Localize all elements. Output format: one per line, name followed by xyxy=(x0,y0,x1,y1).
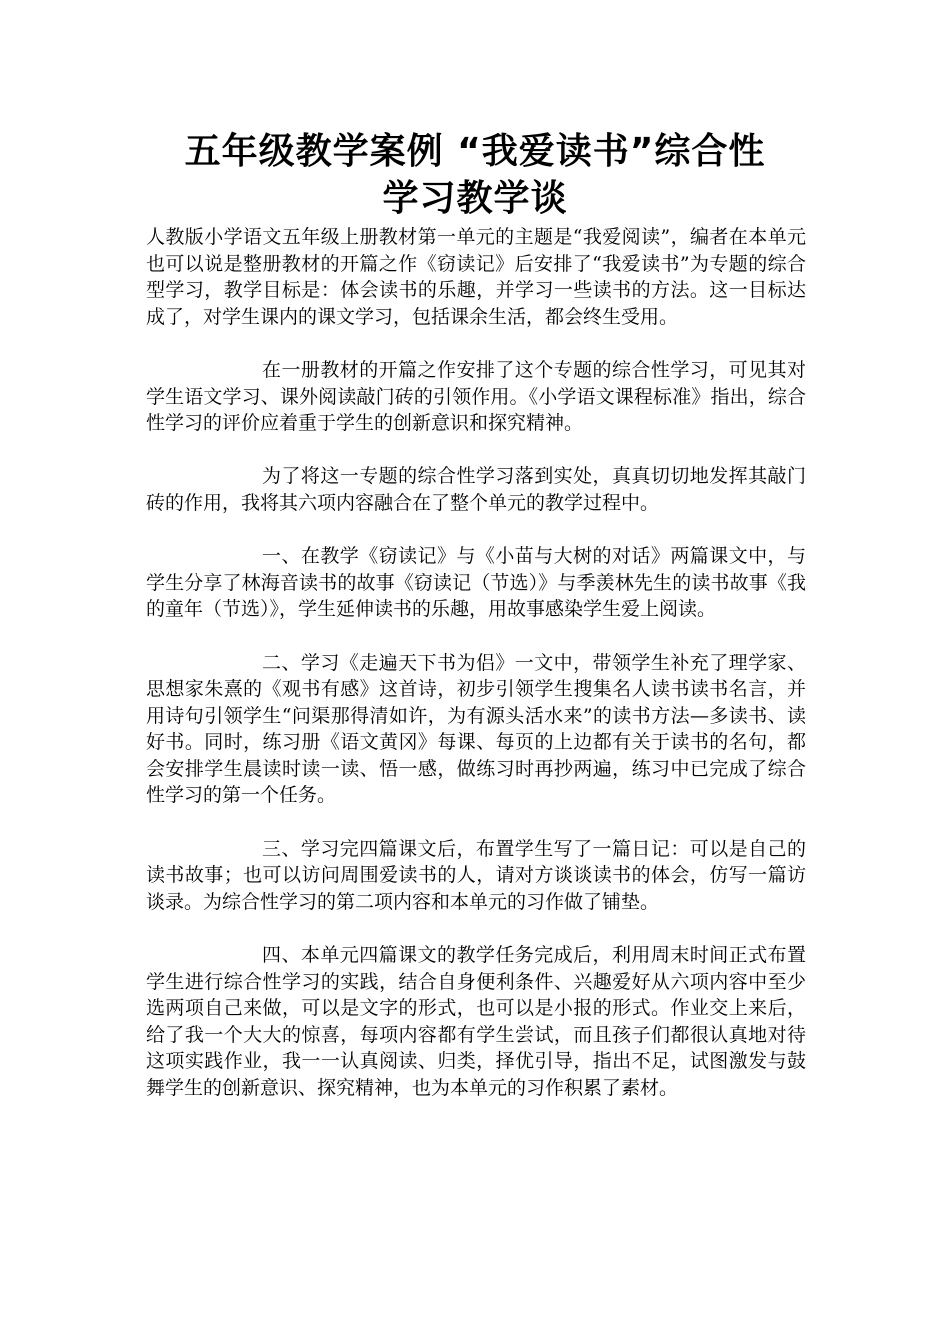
paragraph-item-4: 四、本单元四篇课文的教学任务完成后，利用周末时间正式布置学生进行综合性学习的实践，结合自身便利条件、兴趣爱好从六项内容中至少选两项自己来做，可以是文字的形式，也可以是小报的形式。作业交上来后，给了我一个大大的惊喜，每项内容都有学生尝试，而且孩子们都很认真地对待这项实践作业，我一一认真阅读、归类，择优引导，指出不足，试图激发与鼓舞学生的创新意识、探究精神，也为本单元的习作积累了素材。 xyxy=(146,944,806,1099)
paragraph-spacer xyxy=(146,809,806,836)
paragraph-spacer xyxy=(146,623,806,650)
paragraph-item-1: 一、在教学《窃读记》与《小苗与大树的对话》两篇课文中，与学生分享了林海音读书的故事《窃读记（节选）》与季羡林先生的读书故事《我的童年（节选）》，学生延伸读书的乐趣，用故事感染学生爱上阅读。 xyxy=(146,545,806,621)
paragraph-spacer xyxy=(146,330,806,357)
title-line-2: 学习教学谈 xyxy=(382,178,568,219)
document-title xyxy=(100,128,850,222)
paragraph-3: 为了将这一专题的综合性学习落到实处，真真切切地发挥其敲门砖的作用，我将其六项内容融合在了整个单元的教学过程中。 xyxy=(146,465,806,514)
paragraph-intro: 人教版小学语文五年级上册教材第一单元的主题是“我爱阅读”，编者在本单元也可以说是整册教材的开篇之作《窃读记》后安排了“我爱读书”为专题的综合型学习，教学目标是：体会读书的乐趣，并学习一些读书的方法。这一目标达成了，对学生课内的课文学习，包括课余生活，都会终生受用。 xyxy=(146,226,806,328)
paragraph-spacer xyxy=(146,437,806,464)
document-body xyxy=(146,224,806,1102)
title-line-1: 五年级教学案例 “我爱读书”综合性 xyxy=(184,131,766,172)
paragraph-spacer xyxy=(146,517,806,544)
paragraph-item-2: 二、学习《走遍天下书为侣》一文中，带领学生补充了理学家、思想家朱熹的《观书有感》这首诗，初步引领学生搜集名人读书读书名言，并用诗句引领学生“问渠那得清如许，为有源头活水来”的读书方法—多读书、读好书。同时，练习册《语文黄冈》每课、每页的上边都有关于读书的名句，都会安排学生晨读时读一读、悟一感，做练习时再抄两遍，练习中已完成了综合性学习的第一个任务。 xyxy=(146,651,806,807)
paragraph-2: 在一册教材的开篇之作安排了这个专题的综合性学习，可见其对学生语文学习、课外阅读敲门砖的引领作用。《小学语文课程标准》指出，综合性学习的评价应着重于学生的创新意识和探究精神。 xyxy=(146,358,806,435)
paragraph-spacer xyxy=(146,915,806,942)
paragraph-item-3: 三、学习完四篇课文后，布置学生写了一篇日记：可以是自己的读书故事；也可以访问周围爱读书的人，请对方谈谈读书的体会，仿写一篇访谈录。为综合性学习的第二项内容和本单元的习作做了铺垫。 xyxy=(146,837,806,913)
